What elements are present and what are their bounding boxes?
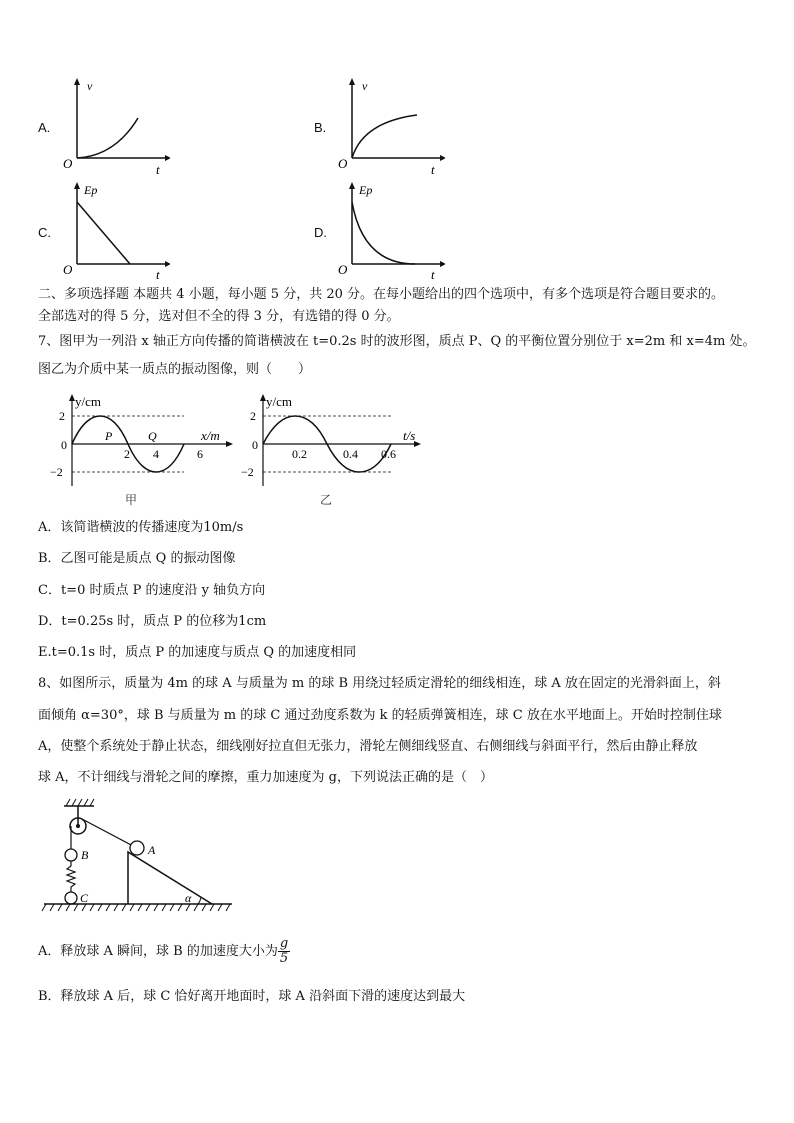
x-axis-label: t: [156, 162, 160, 177]
q7-stem-line-2: 图乙为介质中某一质点的振动图像，则（ ）: [38, 362, 312, 377]
y-axis-label: y/cm: [266, 394, 292, 409]
fraction-denominator: 5: [279, 951, 289, 966]
t-tick-0-4: 0.4: [343, 447, 358, 461]
q7-option-a: A．该简谐横波的传播速度为10m/s: [38, 520, 244, 535]
x-axis-arrow: [165, 155, 170, 161]
x-axis-label: t: [156, 267, 160, 280]
q8-option-a-text: A．释放球 A 瞬间，球 B 的加速度大小为: [38, 944, 278, 959]
t-tick-0-2: 0.2: [292, 447, 307, 461]
ball-b-label: B: [81, 848, 89, 862]
x-tick-6: 6: [197, 447, 203, 461]
point-p-label: P: [105, 429, 113, 443]
y-axis-label: y/cm: [75, 394, 101, 409]
y-tick-bottom: −2: [50, 465, 63, 479]
origin-label: 0: [252, 438, 258, 452]
graph-d-energy-time: [335, 180, 445, 280]
origin-label: O: [63, 262, 73, 277]
y-axis-label: v: [87, 79, 93, 93]
y-tick-top: 2: [59, 409, 65, 423]
x-axis-label: t: [431, 162, 435, 177]
figure-caption-jia: 甲: [125, 493, 138, 507]
section-2-instructions-line-1: 二、多项选择题 本题共 4 小题，每小题 5 分，共 20 分。在每小题给出的四个选项中，有多个选项是符合题目要求的。: [38, 287, 725, 302]
spring: [67, 861, 75, 892]
section-2-instructions-line-2: 全部选对的得 5 分，选对但不全的得 3 分，有选错的得 0 分。: [38, 309, 400, 324]
q8-stem-line-3: A，使整个系统处于静止状态，细线刚好拉直但无张力，滑轮左侧细线竖直、右侧细线与斜面平行，然后由静止释放: [38, 739, 698, 754]
x-axis-arrow: [165, 261, 170, 267]
angle-label: α: [185, 891, 192, 905]
graph-b-label: B.: [314, 120, 327, 135]
incline: [128, 852, 212, 904]
ball-c-label: C: [80, 891, 89, 905]
figure-caption-yi: 乙: [320, 493, 333, 507]
q8-option-a: [38, 934, 290, 970]
y-axis-arrow: [349, 182, 355, 189]
t-axis-label: t/s: [403, 428, 416, 443]
origin-label: O: [338, 156, 348, 171]
graph-c-energy-time: [60, 180, 170, 280]
q7-option-e: E.t=0.1s 时，质点 P 的加速度与质点 Q 的加速度相同: [38, 645, 357, 660]
curve-increasing-slope: [77, 118, 138, 158]
fraction-g-over-5: [278, 937, 290, 966]
graph-a-velocity-time: [60, 78, 170, 178]
q7-figure-jia-waveform: [42, 388, 237, 510]
curve-decreasing-slope: [352, 115, 417, 158]
ball-b: [65, 849, 77, 861]
x-axis-arrow: [440, 155, 445, 161]
origin-label: O: [338, 262, 348, 277]
q8-option-b: B．释放球 A 后，球 C 恰好离开地面时，球 A 沿斜面下滑的速度达到最大: [38, 989, 466, 1004]
t-tick-0-6: 0.6: [381, 447, 396, 461]
graph-d-label: D.: [314, 225, 327, 240]
x-axis-label: t: [431, 267, 435, 280]
q8-stem-line-2: 面倾角 α=30°，球 B 与质量为 m 的球 C 通过劲度系数为 k 的轻质弹簧相连，球 C 放在水平地面上。开始时控制住球: [38, 708, 722, 723]
q7-option-c: C．t=0 时质点 P 的速度沿 y 轴负方向: [38, 583, 266, 598]
y-tick-top: 2: [250, 409, 256, 423]
y-axis-label: Ep: [359, 183, 373, 197]
q8-stem-line-1: 8、如图所示，质量为 4m 的球 A 与质量为 m 的球 B 用绕过轻质定滑轮的细线相连，球 A 放在固定的光滑斜面上，斜: [38, 676, 721, 691]
ball-a: [130, 841, 144, 855]
q7-stem-line-1: 7、图甲为一列沿 x 轴正方向传播的简谐横波在 t=0.2s 时的波形图，质点 P、Q 的平衡位置分别位于 x=2m 和 x=4m 处。: [38, 334, 756, 349]
ground-hatch: [42, 904, 230, 911]
ball-a-label: A: [148, 843, 156, 857]
graph-c-label: C.: [38, 225, 51, 240]
fraction-numerator: g: [279, 936, 289, 951]
ceiling-hatch: [66, 799, 94, 806]
y-axis-label: Ep: [84, 183, 98, 197]
y-axis-arrow: [74, 182, 80, 189]
q7-figure-yi-vibration: [238, 388, 433, 510]
q7-option-d: D．t=0.25s 时，质点 P 的位移为1cm: [38, 614, 267, 629]
x-axis-arrow: [440, 261, 445, 267]
graph-b-velocity-time: [335, 78, 445, 178]
origin-label: O: [63, 156, 73, 171]
linear-decrease-line: [77, 202, 130, 264]
ball-c: [65, 892, 77, 904]
q8-stem-line-4: 球 A，不计细线与滑轮之间的摩擦，重力加速度为 g，下列说法正确的是（ ）: [38, 770, 493, 785]
y-tick-bottom: −2: [241, 465, 254, 479]
q7-option-b: B．乙图可能是质点 Q 的振动图像: [38, 551, 236, 566]
angle-arc: [198, 897, 201, 904]
x-axis-arrow: [226, 441, 233, 447]
q8-pulley-incline-figure: [40, 796, 240, 916]
y-axis-arrow: [349, 78, 355, 85]
x-tick-2: 2: [124, 447, 130, 461]
y-axis-label: v: [362, 79, 368, 93]
curve-decay: [352, 202, 415, 264]
x-axis-label: x/m: [201, 428, 220, 443]
origin-label: 0: [61, 438, 67, 452]
graph-a-label: A.: [38, 120, 51, 135]
pulley-axle: [76, 824, 80, 828]
string-right: [82, 819, 133, 846]
x-tick-4: 4: [153, 447, 159, 461]
point-q-label: Q: [148, 429, 157, 443]
y-axis-arrow: [74, 78, 80, 85]
